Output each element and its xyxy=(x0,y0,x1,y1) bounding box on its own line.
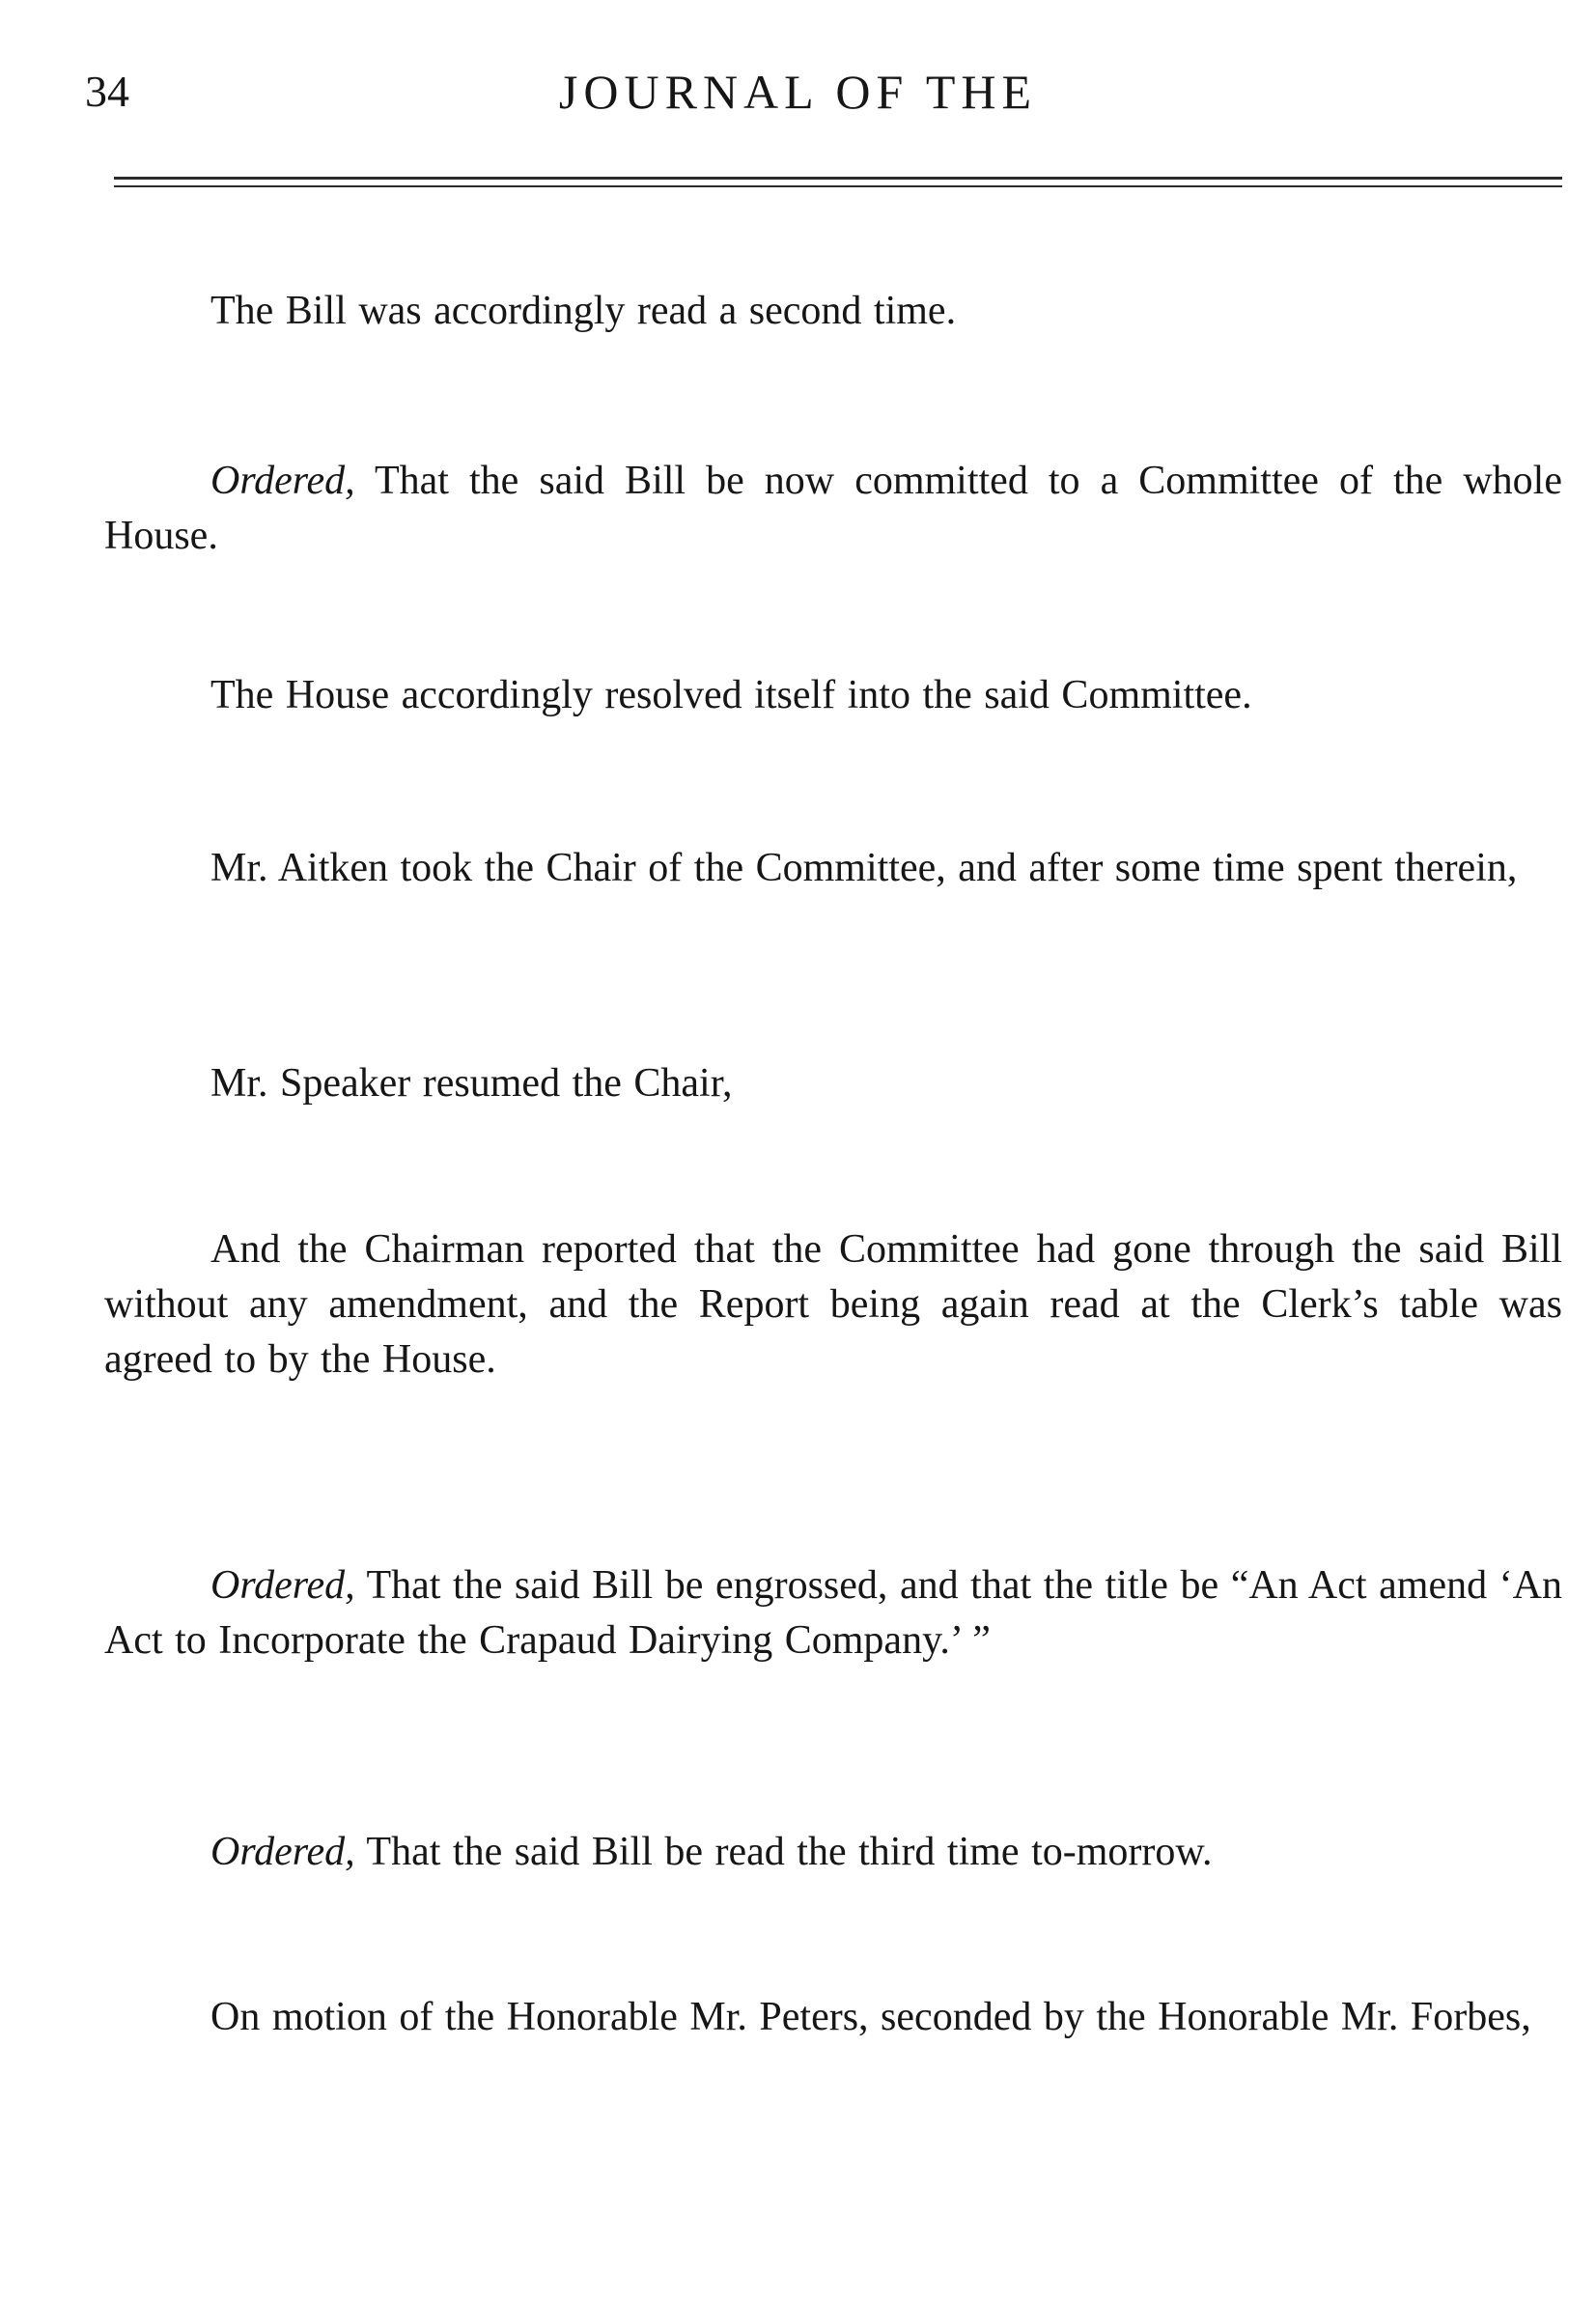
running-head: JOURNAL OF THE xyxy=(558,65,1038,119)
paragraph-text: On motion of the Honorable Mr. Peters, seconded by the Honorable Mr. Forbes, xyxy=(210,1995,1531,2039)
paragraph-motion xyxy=(104,1990,1562,2045)
paragraph-text: Mr. Speaker resumed the Chair, xyxy=(210,1061,733,1106)
paragraph-text: Mr. Aitken took the Chair of the Committee, and after some time spent therein, xyxy=(210,846,1518,890)
paragraph-chairman-report xyxy=(104,1222,1562,1388)
paragraph-text: The Bill was accordingly read a second time. xyxy=(210,289,957,333)
paragraph-order-committed xyxy=(104,454,1562,564)
paragraph-text: The House accordingly resolved itself into the said Committee. xyxy=(210,673,1252,717)
paragraph-lead: Ordered, xyxy=(210,1563,355,1608)
paragraph-order-third-reading xyxy=(104,1825,1562,1880)
paragraph-lead: Ordered, xyxy=(210,459,355,503)
paragraph-text: That the said Bill be engrossed, and that the title be “An Act amend ‘An Act to Incorporate the Crapaud Dairying Company.’ ” xyxy=(104,1563,1562,1663)
paragraph-speaker-resumed xyxy=(104,1056,1562,1111)
header-rule-top xyxy=(114,177,1562,180)
paragraph-second-reading xyxy=(104,284,1562,339)
header-rule-bottom xyxy=(114,185,1562,187)
paragraph-order-engrossed xyxy=(104,1558,1562,1668)
paragraph-text: That the said Bill be read the third time to-morrow. xyxy=(354,1830,1213,1874)
paragraph-house-resolved xyxy=(104,668,1562,723)
paragraph-text: And the Chairman reported that the Committee had gone through the said Bill without any amendment, and the Report being again read at the Clerk’s table was agreed to by the House. xyxy=(104,1227,1562,1382)
page-number: 34 xyxy=(85,67,129,116)
paragraph-lead: Ordered, xyxy=(210,1830,355,1874)
paragraph-text: That the said Bill be now committed to a Committee of the whole House. xyxy=(104,459,1562,558)
paragraph-chair-taken xyxy=(104,841,1562,896)
